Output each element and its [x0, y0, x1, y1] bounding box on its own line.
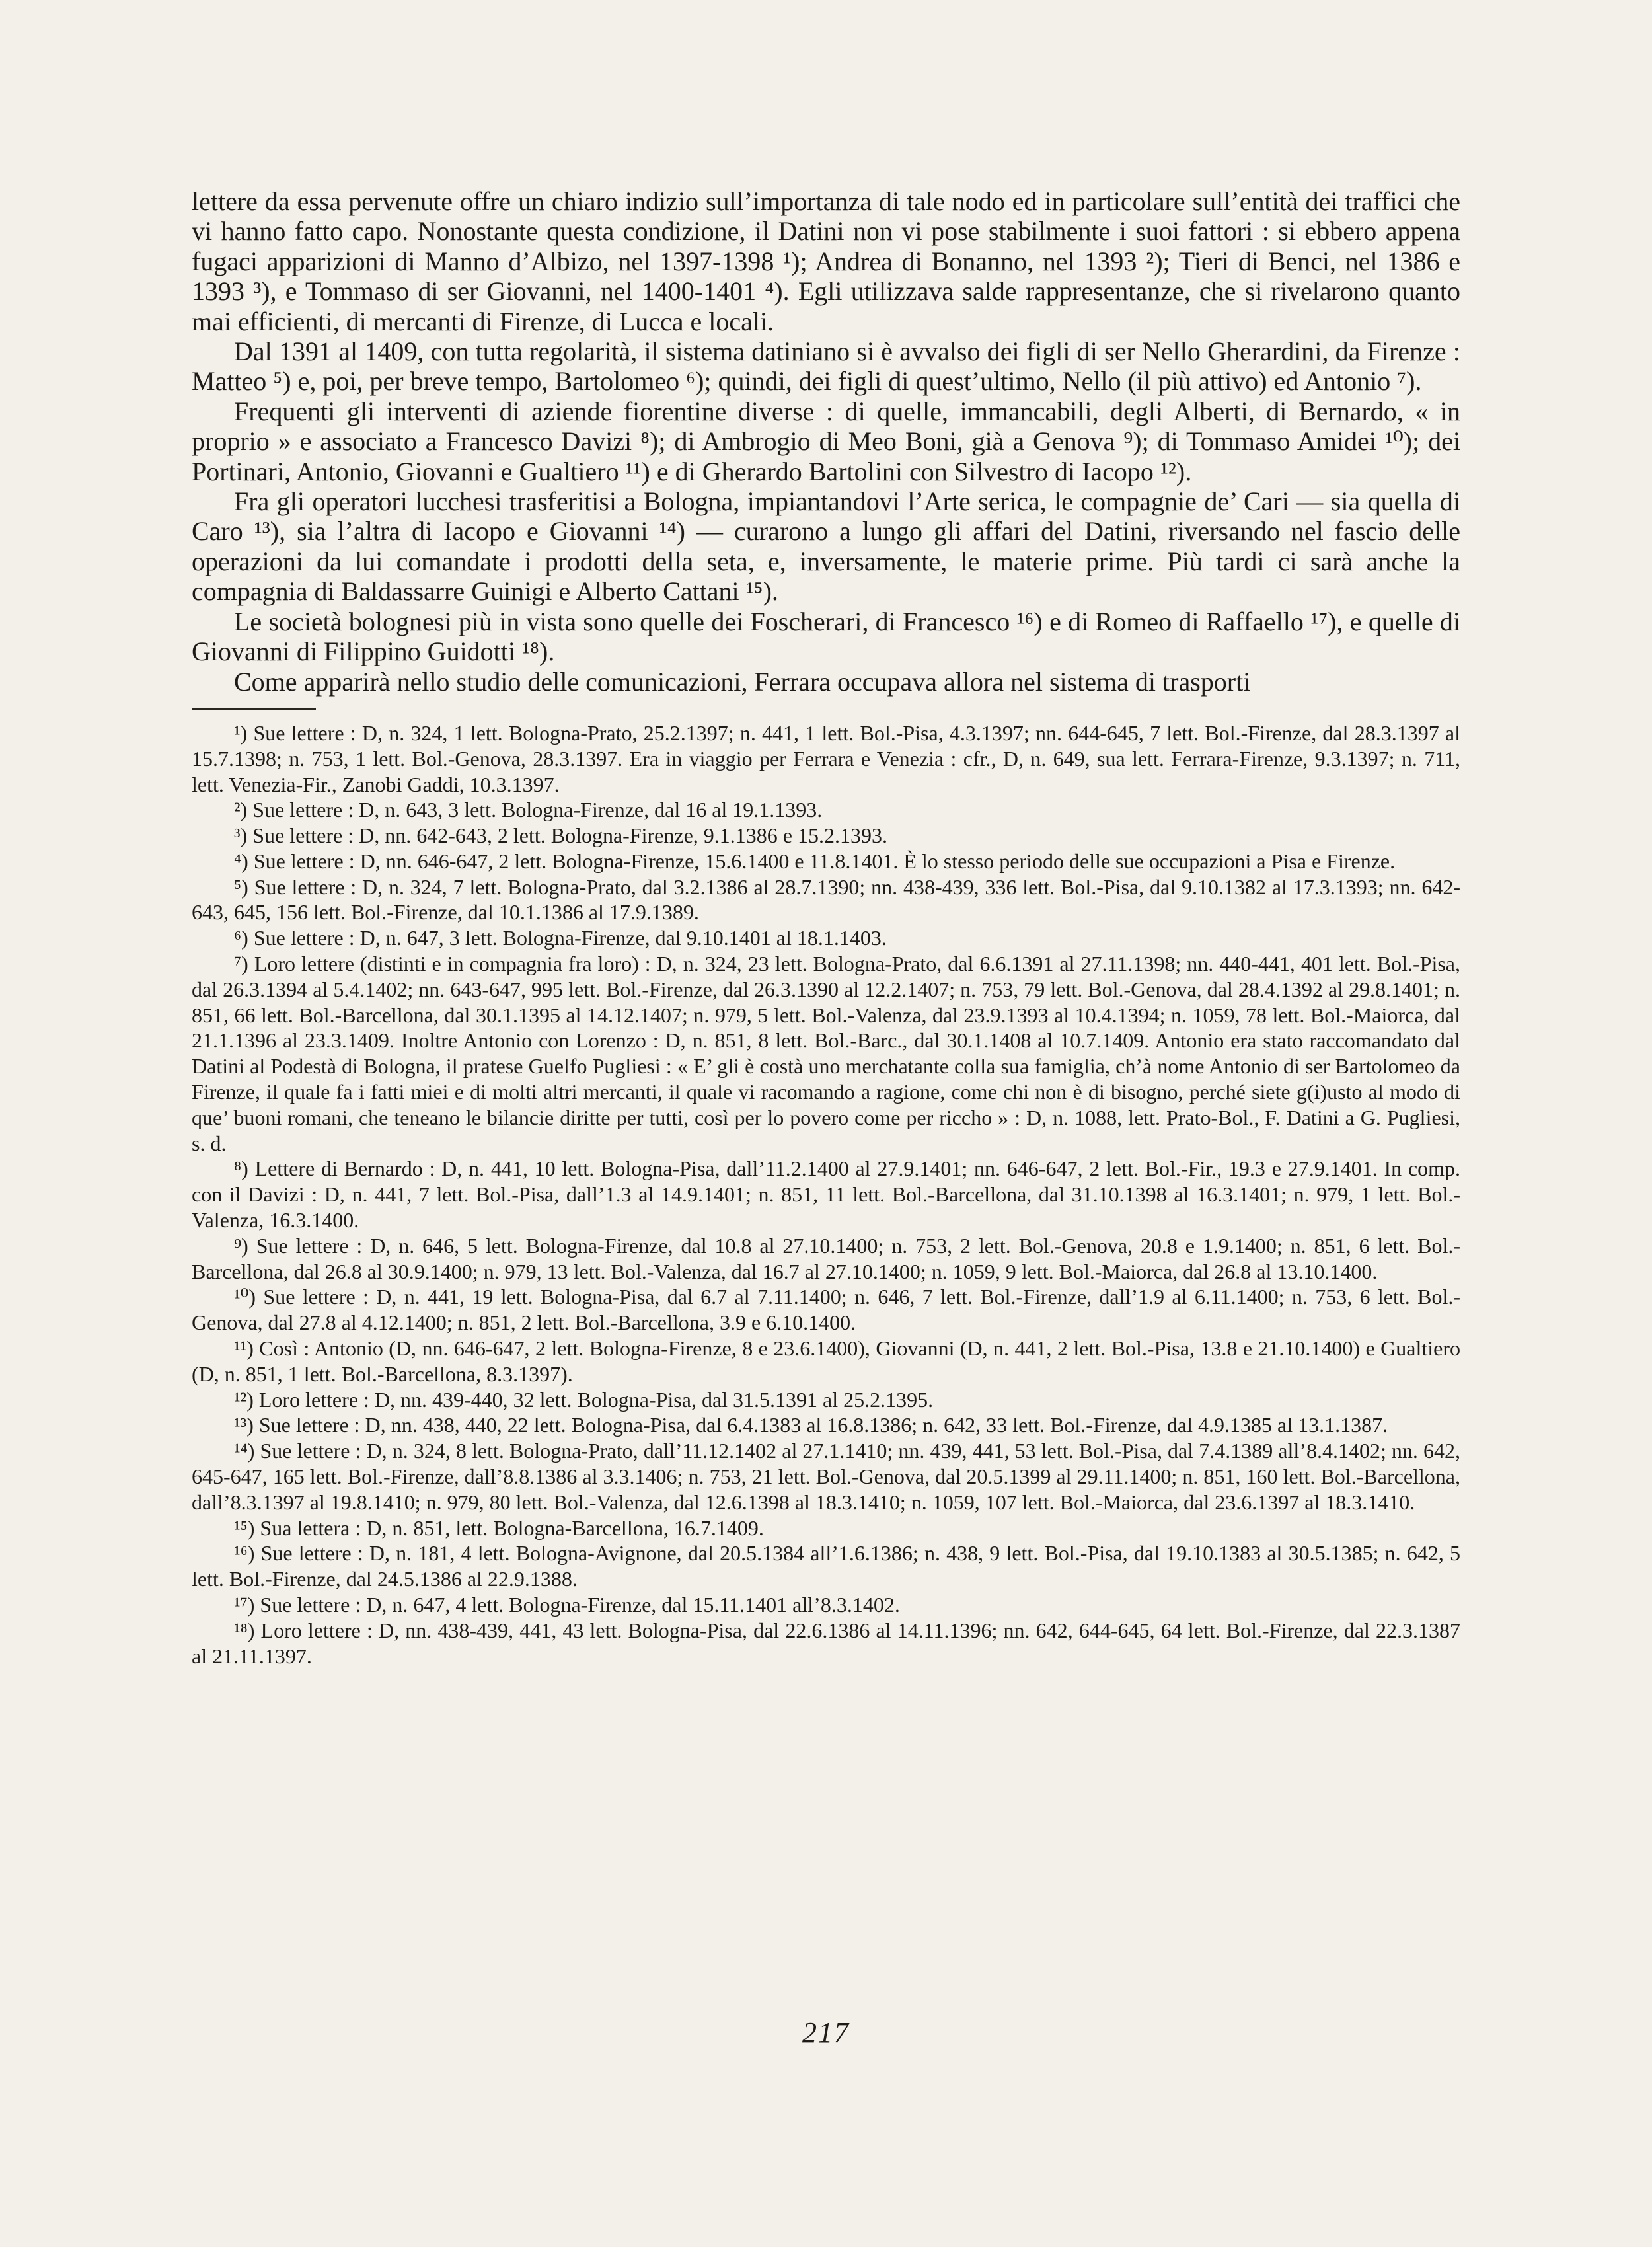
footnote: ¹⁷) Sue lettere : D, n. 647, 4 lett. Bologna-Firenze, dal 15.11.1401 all’8.3.1402.	[234, 1593, 900, 1617]
paragraph: Frequenti gli interventi di aziende fiorentine diverse : di quelle, immancabili, degli Alberti, di Bernardo, « in proprio » e associato a Francesco Davizi ⁸); di Ambrogio di Meo Boni, già a Genova ⁹); di Tommaso Amidei ¹⁰); dei Portinari, Antonio, Giovanni e Gualtiero ¹¹) e di Gherardo Bartolini con Silvestro di Iacopo ¹²).	[192, 396, 1460, 486]
footnote: ¹²) Loro lettere : D, nn. 439-440, 32 lett. Bologna-Pisa, dal 31.5.1391 al 25.2.1395.	[234, 1387, 934, 1412]
footnote: ²) Sue lettere : D, n. 643, 3 lett. Bologna-Firenze, dal 16 al 19.1.1393.	[234, 798, 823, 822]
footnote: ¹⁰) Sue lettere : D, n. 441, 19 lett. Bologna-Pisa, dal 6.7 al 7.11.1400; n. 646, 7 lett. Bol.-Firenze, dall’1.9 al 6.11.1400; n. 753, 6 lett. Bol.-Genova, dal 27.8 al 4.12.1400; n. 851, 2 lett. Bol.-Barcellona, 3.9 e 6.10.1400.	[192, 1285, 1460, 1335]
paragraph: lettere da essa pervenute offre un chiaro indizio sull’importanza di tale nodo ed in particolare sull’entità dei traffici che vi hanno fatto capo. Nonostante questa condizione, il Datini non vi pose stabilmente i suoi fattori : si ebbero appena fugaci apparizioni di Manno d’Albizo, nel 1397-1398 ¹); Andrea di Bonanno, nel 1393 ²); Tieri di Benci, nel 1386 e 1393 ³), e Tommaso di ser Giovanni, nel 1400-1401 ⁴). Egli utilizzava salde rappresentanze, che si rivelarono quanto mai efficienti, di mercanti di Firenze, di Lucca e locali.	[192, 186, 1460, 336]
footnote: ⁴) Sue lettere : D, nn. 646-647, 2 lett. Bologna-Firenze, 15.6.1400 e 11.8.1401. È lo stesso periodo delle sue occupazioni a Pisa e Firenze.	[234, 849, 1396, 873]
footnote: ¹⁸) Loro lettere : D, nn. 438-439, 441, 43 lett. Bologna-Pisa, dal 22.6.1386 al 14.11.1396; nn. 642, 644-645, 64 lett. Bol.-Firenze, dal 22.3.1387 al 21.11.1397.	[192, 1618, 1460, 1668]
page-body	[192, 186, 1460, 1669]
paragraph: Fra gli operatori lucchesi trasferitisi a Bologna, impiantandovi l’Arte serica, le compagnie de’ Cari — sia quella di Caro ¹³), sia l’altra di Iacopo e Giovanni ¹⁴) — curarono a lungo gli affari del Datini, riversando nel fascio delle operazioni da lui comandate i prodotti della seta, e, inversamente, le materie prime. Più tardi ci sarà anche la compagnia di Baldassarre Guinigi e Alberto Cattani ¹⁵).	[192, 486, 1460, 607]
paragraph: Dal 1391 al 1409, con tutta regolarità, il sistema datiniano si è avvalso dei figli di ser Nello Gherardini, da Firenze : Matteo ⁵) e, poi, per breve tempo, Bartolomeo ⁶); quindi, dei figli di quest’ultimo, Nello (il più attivo) ed Antonio ⁷).	[192, 336, 1460, 397]
footnote: ¹⁶) Sue lettere : D, n. 181, 4 lett. Bologna-Avignone, dal 20.5.1384 all’1.6.1386; n. 438, 9 lett. Bol.-Pisa, dal 19.10.1383 al 30.5.1385; n. 642, 5 lett. Bol.-Firenze, dal 24.5.1386 al 22.9.1388.	[192, 1541, 1460, 1591]
page-number: 217	[802, 2016, 850, 2049]
footnote-divider	[192, 708, 316, 710]
footnote: ⁹) Sue lettere : D, n. 646, 5 lett. Bologna-Firenze, dal 10.8 al 27.10.1400; n. 753, 2 lett. Bol.-Genova, 20.8 e 1.9.1400; n. 851, 6 lett. Bol.-Barcellona, dal 26.8 al 30.9.1400; n. 979, 13 lett. Bol.-Valenza, dal 16.7 al 27.10.1400; n. 1059, 9 lett. Bol.-Maiorca, dal 26.8 al 13.10.1400.	[192, 1233, 1460, 1283]
main-text	[192, 186, 1460, 697]
footnote: ¹⁴) Sue lettere : D, n. 324, 8 lett. Bologna-Prato, dall’11.12.1402 al 27.1.1410; nn. 439, 441, 53 lett. Bol.-Pisa, dal 7.4.1389 all’8.4.1402; nn. 642, 645-647, 165 lett. Bol.-Firenze, dall’8.8.1386 al 3.3.1406; n. 753, 21 lett. Bol.-Genova, dal 20.5.1399 al 29.11.1400; n. 851, 160 lett. Bol.-Barcellona, dall’8.3.1397 al 19.8.1410; n. 979, 80 lett. Bol.-Valenza, dal 12.6.1398 al 18.3.1410; n. 1059, 107 lett. Bol.-Maiorca, dal 23.6.1397 al 18.3.1410.	[192, 1439, 1460, 1514]
footnote: ⁸) Lettere di Bernardo : D, n. 441, 10 lett. Bologna-Pisa, dall’11.2.1400 al 27.9.1401; nn. 646-647, 2 lett. Bol.-Fir., 19.3 e 27.9.1401. In comp. con il Davizi : D, n. 441, 7 lett. Bol.-Pisa, dall’1.3 al 14.9.1401; n. 851, 11 lett. Bol.-Barcellona, dal 31.10.1398 al 16.3.1401; n. 979, 1 lett. Bol.-Valenza, 16.3.1400.	[192, 1157, 1460, 1233]
paragraph: Le società bolognesi più in vista sono quelle dei Foscherari, di Francesco ¹⁶) e di Romeo di Raffaello ¹⁷), e quelle di Giovanni di Filippino Guidotti ¹⁸).	[192, 606, 1460, 667]
footnote: ¹¹) Così : Antonio (D, nn. 646-647, 2 lett. Bologna-Firenze, 8 e 23.6.1400), Giovanni (D, n. 441, 2 lett. Bol.-Pisa, 13.8 e 21.10.1400) e Gualtiero (D, n. 851, 1 lett. Bol.-Barcellona, 8.3.1397).	[192, 1336, 1460, 1386]
footnote: ³) Sue lettere : D, nn. 642-643, 2 lett. Bologna-Firenze, 9.1.1386 e 15.2.1393.	[234, 823, 887, 848]
footnote: ⁶) Sue lettere : D, n. 647, 3 lett. Bologna-Firenze, dal 9.10.1401 al 18.1.1403.	[234, 926, 887, 950]
footnote: ⁷) Loro lettere (distinti e in compagnia fra loro) : D, n. 324, 23 lett. Bologna-Prato, dal 6.6.1391 al 27.11.1398; nn. 440-441, 401 lett. Bol.-Pisa, dal 26.3.1394 al 5.4.1402; nn. 643-647, 995 lett. Bol.-Firenze, dal 26.3.1390 al 12.2.1407; n. 753, 79 lett. Bol.-Genova, dal 28.4.1392 al 29.8.1401; n. 851, 66 lett. Bol.-Barcellona, dal 30.1.1395 al 14.12.1407; n. 979, 5 lett. Bol.-Valenza, dal 23.9.1393 al 10.4.1394; n. 1059, 78 lett. Bol.-Maiorca, dal 21.1.1396 al 23.3.1409. Inoltre Antonio con Lorenzo : D, n. 851, 8 lett. Bol.-Barc., dal 30.1.1408 al 10.7.1409. Antonio era stato raccomandato dal Datini al Podestà di Bologna, il pratese Guelfo Pugliesi : « E’ gli è costà uno merchatante colla sua famiglia, ch’à nome Antonio di ser Bartolomeo da Firenze, il quale fa i fatti miei e di molti altri mercanti, il quale vi racomando a ragione, come chi non è di bisogno, perché siete g(i)usto al modo di que’ buoni romani, che teneano le bilancie diritte per tutti, così per lo povero come per riccho » : D, n. 1088, lett. Prato-Bol., F. Datini a G. Pugliesi, s. d.	[192, 952, 1460, 1155]
footnote: ¹) Sue lettere : D, n. 324, 1 lett. Bologna-Prato, 25.2.1397; n. 441, 1 lett. Bol.-Pisa, 4.3.1397; nn. 644-645, 7 lett. Bol.-Firenze, dal 28.3.1397 al 15.7.1398; n. 753, 1 lett. Bol.-Genova, 28.3.1397. Era in viaggio per Ferrara e Venezia : cfr., D, n. 649, sua lett. Ferrara-Firenze, 9.3.1397; n. 711, lett. Venezia-Fir., Zanobi Gaddi, 10.3.1397.	[192, 720, 1460, 796]
footnote: ¹⁵) Sua lettera : D, n. 851, lett. Bologna-Barcellona, 16.7.1409.	[234, 1515, 764, 1540]
paragraph: Come apparirà nello studio delle comunicazioni, Ferrara occupava allora nel sistema di trasporti	[234, 666, 1251, 697]
footnote: ¹³) Sue lettere : D, nn. 438, 440, 22 lett. Bologna-Pisa, dal 6.4.1383 al 16.8.1386; n. 642, 33 lett. Bol.-Firenze, dal 4.9.1385 al 13.1.1387.	[234, 1413, 1388, 1437]
footnotes	[192, 720, 1460, 1669]
footnote: ⁵) Sue lettere : D, n. 324, 7 lett. Bologna-Prato, dal 3.2.1386 al 28.7.1390; nn. 438-439, 336 lett. Bol.-Pisa, dal 9.10.1382 al 17.3.1393; nn. 642-643, 645, 156 lett. Bol.-Firenze, dal 10.1.1386 al 17.9.1389.	[192, 874, 1460, 925]
